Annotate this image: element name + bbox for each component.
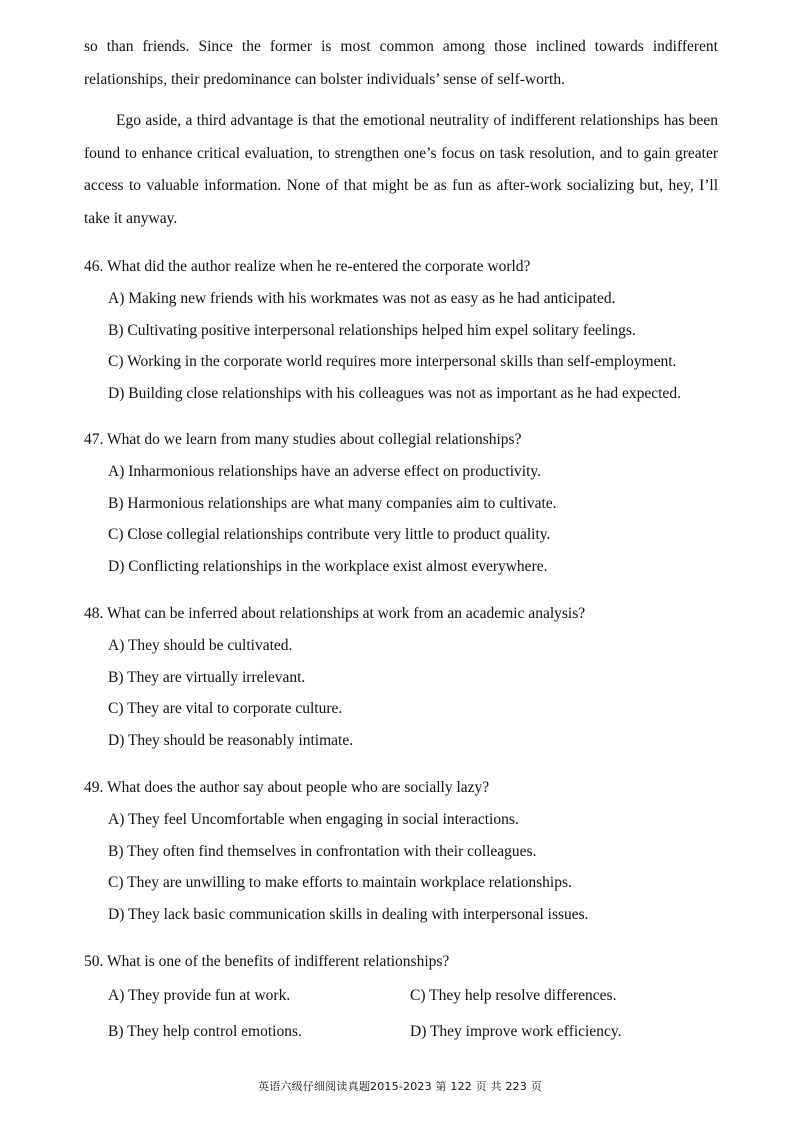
- passage-paragraph-2: Ego aside, a third advantage is that the emotional neutrality of indifferent relationships has been found to enhance critical evaluation, to strengthen one’s focus on task resolution, and to gain greater access to valuable information. None of that might be as fun as after-work socializing but, hey, I’ll take it anyway.: [84, 112, 718, 227]
- question-46: [84, 251, 744, 409]
- option-d: D) Conflicting relationships in the workplace exist almost everywhere.: [108, 557, 548, 575]
- question-47: [84, 424, 744, 582]
- option-b: B) Harmonious relationships are what many companies aim to cultivate.: [108, 494, 557, 512]
- option-b: B) Cultivating positive interpersonal relationships helped him expel solitary feelings.: [108, 321, 636, 339]
- option-c: C) They help resolve differences.: [410, 987, 617, 1004]
- option-a: A) Making new friends with his workmates was not as easy as he had anticipated.: [108, 290, 616, 307]
- page-footer: 英语六级仔细阅读真题2015-2023 第 122 页 共 223 页: [258, 1080, 542, 1093]
- option-c: C) Close collegial relationships contribute very little to product quality.: [108, 526, 551, 543]
- question-stem: 48. What can be inferred about relationships at work from an academic analysis?: [84, 605, 586, 622]
- option-a: A) Inharmonious relationships have an adverse effect on productivity.: [108, 463, 542, 480]
- option-b: B) They are virtually irrelevant.: [108, 668, 306, 686]
- question-stem: 47. What do we learn from many studies about collegial relationships?: [84, 431, 522, 448]
- option-a: A) They provide fun at work.: [108, 987, 291, 1004]
- question-stem: 50. What is one of the benefits of indifferent relationships?: [84, 953, 450, 970]
- option-a: A) They feel Uncomfortable when engaging in social interactions.: [108, 811, 519, 828]
- option-d: D) They improve work efficiency.: [410, 1023, 622, 1040]
- option-a: A) They should be cultivated.: [108, 637, 293, 654]
- question-48: [84, 598, 744, 756]
- question-stem: 49. What does the author say about people who are socially lazy?: [84, 779, 490, 796]
- option-d: D) They should be reasonably intimate.: [108, 731, 354, 749]
- option-b: B) They often find themselves in confrontation with their colleagues.: [108, 842, 537, 860]
- option-grid: [84, 978, 744, 1050]
- option-d: D) Building close relationships with his colleagues was not as important as he had expected.: [108, 384, 681, 402]
- option-c: C) They are vital to corporate culture.: [108, 700, 343, 717]
- option-c: C) Working in the corporate world requires more interpersonal skills than self-employment.: [108, 353, 677, 370]
- question-stem: 46. What did the author realize when he re-entered the corporate world?: [84, 258, 531, 275]
- option-b: B) They help control emotions.: [108, 1023, 302, 1040]
- question-50: [84, 946, 744, 1050]
- question-49: [84, 772, 744, 930]
- passage-paragraph-1: so than friends. Since the former is most common among those inclined towards indifferent relationships, their predominance can bolster individuals’ sense of self-worth.: [84, 38, 718, 88]
- option-c: C) They are unwilling to make efforts to maintain workplace relationships.: [108, 874, 572, 891]
- option-d: D) They lack basic communication skills in dealing with interpersonal issues.: [108, 905, 589, 923]
